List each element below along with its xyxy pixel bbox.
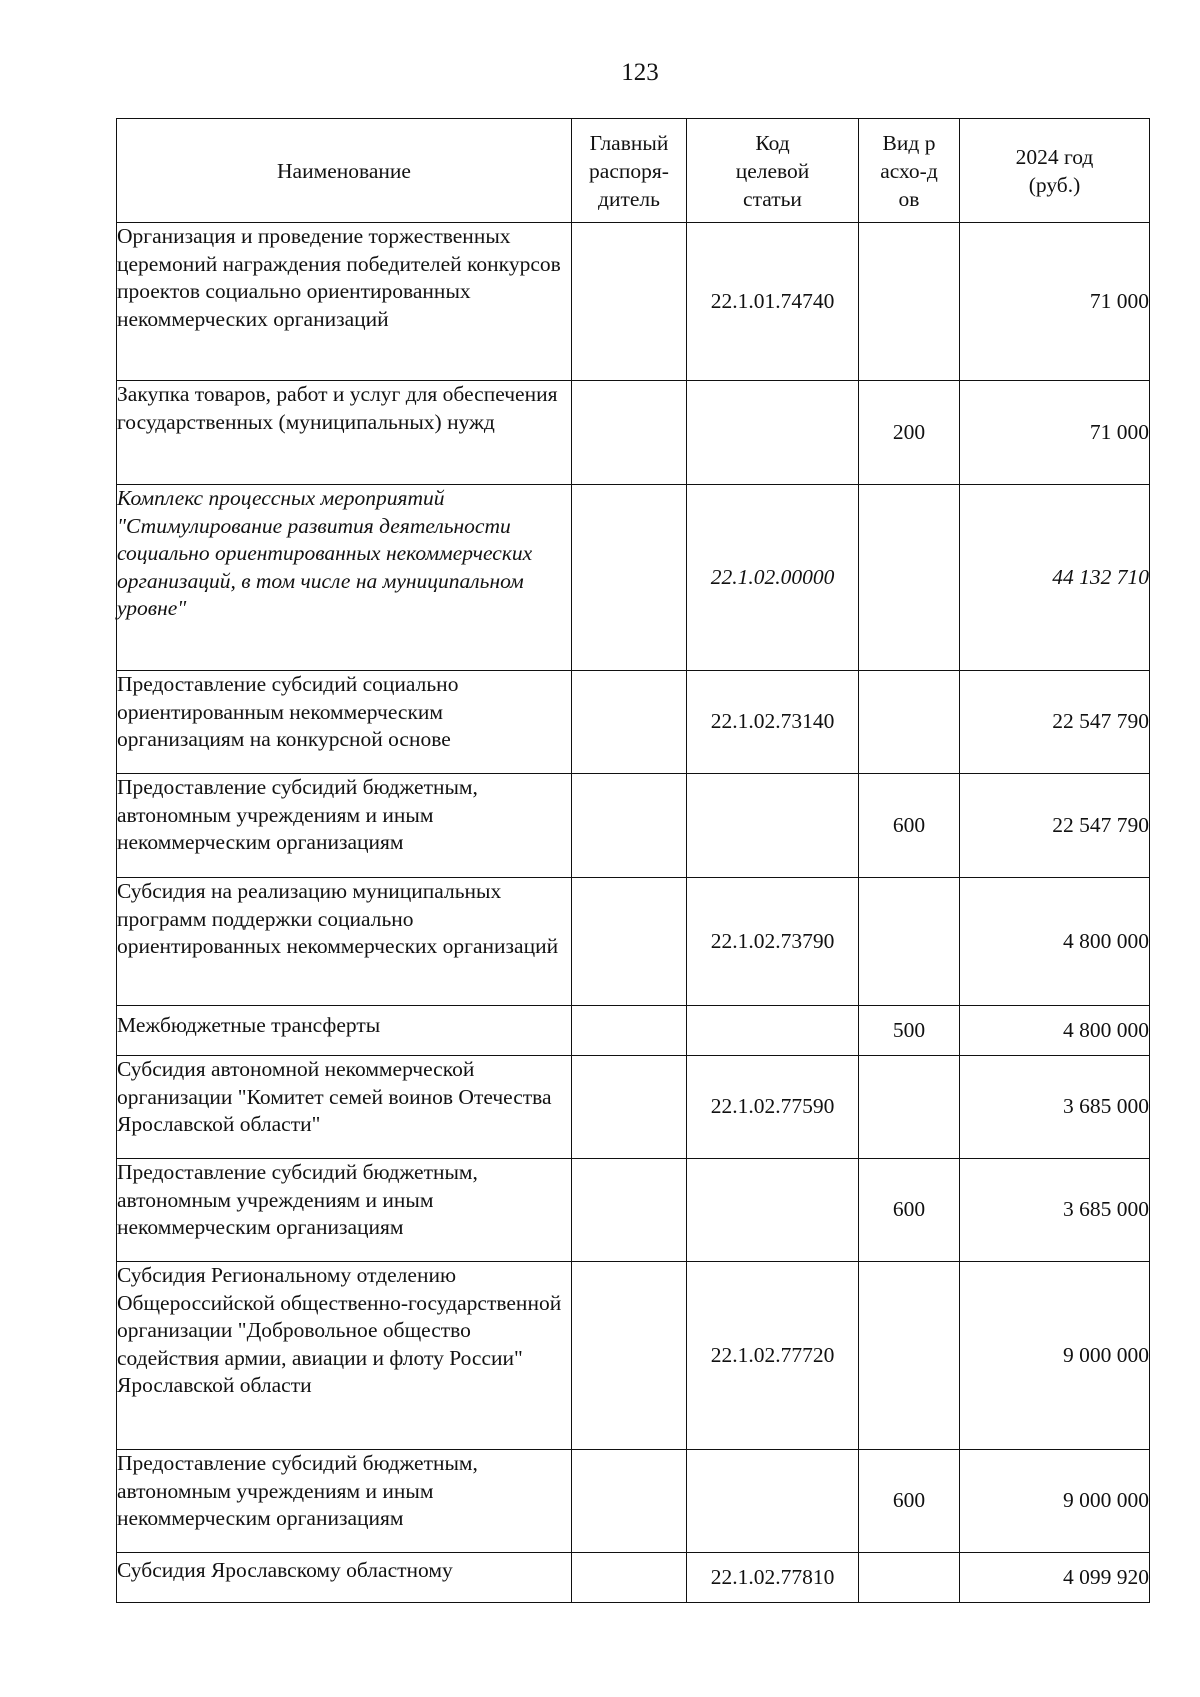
row-target-code [687,1450,859,1553]
row-amount: 9 000 000 [960,1262,1150,1450]
row-main-admin [572,223,687,381]
row-main-admin [572,878,687,1006]
row-expense-type [859,485,960,671]
row-expense-type: 600 [859,774,960,878]
row-main-admin [572,381,687,485]
table-row [117,1450,1150,1553]
row-target-code [687,1159,859,1262]
table-row [117,878,1150,1006]
row-main-admin [572,1450,687,1553]
row-name: Субсидия Ярославскому областному [117,1553,572,1603]
header-target-code-text: Код целевой статьи [735,130,810,211]
row-expense-type [859,1262,960,1450]
row-name: Предоставление субсидий бюджетным, автономным учреждениям и иным некоммерческим организациям [117,1450,572,1553]
header-expense-type-text: Вид расхо-дов [880,130,938,211]
row-amount: 71 000 [960,381,1150,485]
row-main-admin [572,774,687,878]
row-expense-type [859,1056,960,1159]
row-name: Межбюджетные трансферты [117,1006,572,1056]
budget-table [116,118,1150,1603]
row-name: Организация и проведение торжественных церемоний награждения победителей конкурсов проектов социально ориентированных некоммерческих организаций [117,223,572,381]
row-amount: 3 685 000 [960,1056,1150,1159]
row-target-code [687,1006,859,1056]
row-target-code [687,381,859,485]
row-expense-type [859,671,960,774]
row-expense-type [859,1553,960,1603]
row-name: Комплекс процессных мероприятий "Стимулирование развития деятельности социально ориентированных некоммерческих организаций, в том числе на муниципальном уровне" [117,485,572,671]
table-row [117,223,1150,381]
row-amount: 9 000 000 [960,1450,1150,1553]
table-header-row [117,119,1150,223]
row-name: Предоставление субсидий социально ориентированным некоммерческим организациям на конкурсной основе [117,671,572,774]
table-row [117,671,1150,774]
row-target-code: 22.1.02.00000 [687,485,859,671]
row-target-code: 22.1.02.77810 [687,1553,859,1603]
header-expense-type [859,119,960,223]
header-target-code [687,119,859,223]
header-year-2024 [960,119,1150,223]
row-target-code [687,774,859,878]
page-number: 123 [621,59,659,86]
row-main-admin [572,1159,687,1262]
header-year-2024-text: 2024 год (руб.) [1015,144,1094,197]
row-target-code: 22.1.02.77720 [687,1262,859,1450]
row-expense-type: 600 [859,1450,960,1553]
row-amount: 4 800 000 [960,1006,1150,1056]
row-amount: 44 132 710 [960,485,1150,671]
table-row [117,1056,1150,1159]
table-row [117,1006,1150,1056]
row-target-code: 22.1.01.74740 [687,223,859,381]
row-amount: 4 099 920 [960,1553,1150,1603]
table-row [117,1262,1150,1450]
row-name: Закупка товаров, работ и услуг для обеспечения государственных (муниципальных) нужд [117,381,572,485]
row-expense-type: 600 [859,1159,960,1262]
row-name: Субсидия Региональному отделению Общероссийской общественно-государственной организации "Добровольное общество содействия армии, авиации и флоту России" Ярославской области [117,1262,572,1450]
table-row [117,381,1150,485]
row-expense-type [859,223,960,381]
row-target-code: 22.1.02.77590 [687,1056,859,1159]
row-main-admin [572,1553,687,1603]
row-main-admin [572,1262,687,1450]
row-name: Субсидия автономной некоммерческой организации "Комитет семей воинов Отечества Ярославской области" [117,1056,572,1159]
row-amount: 3 685 000 [960,1159,1150,1262]
table-row [117,1159,1150,1262]
header-main-admin [572,119,687,223]
row-target-code: 22.1.02.73140 [687,671,859,774]
table-row-section [117,485,1150,671]
row-main-admin [572,1006,687,1056]
row-name: Предоставление субсидий бюджетным, автономным учреждениям и иным некоммерческим организациям [117,774,572,878]
table-row [117,774,1150,878]
row-amount: 4 800 000 [960,878,1150,1006]
row-target-code: 22.1.02.73790 [687,878,859,1006]
row-amount: 22 547 790 [960,671,1150,774]
header-main-admin-text: Главный распоря-дитель [589,130,669,211]
row-main-admin [572,671,687,774]
header-name: Наименование [117,119,572,223]
row-name: Предоставление субсидий бюджетным, автономным учреждениям и иным некоммерческим организациям [117,1159,572,1262]
row-amount: 22 547 790 [960,774,1150,878]
row-expense-type: 500 [859,1006,960,1056]
row-main-admin [572,1056,687,1159]
table-row [117,1553,1150,1603]
row-name: Субсидия на реализацию муниципальных программ поддержки социально ориентированных некоммерческих организаций [117,878,572,1006]
row-expense-type [859,878,960,1006]
row-expense-type: 200 [859,381,960,485]
row-main-admin [572,485,687,671]
row-amount: 71 000 [960,223,1150,381]
